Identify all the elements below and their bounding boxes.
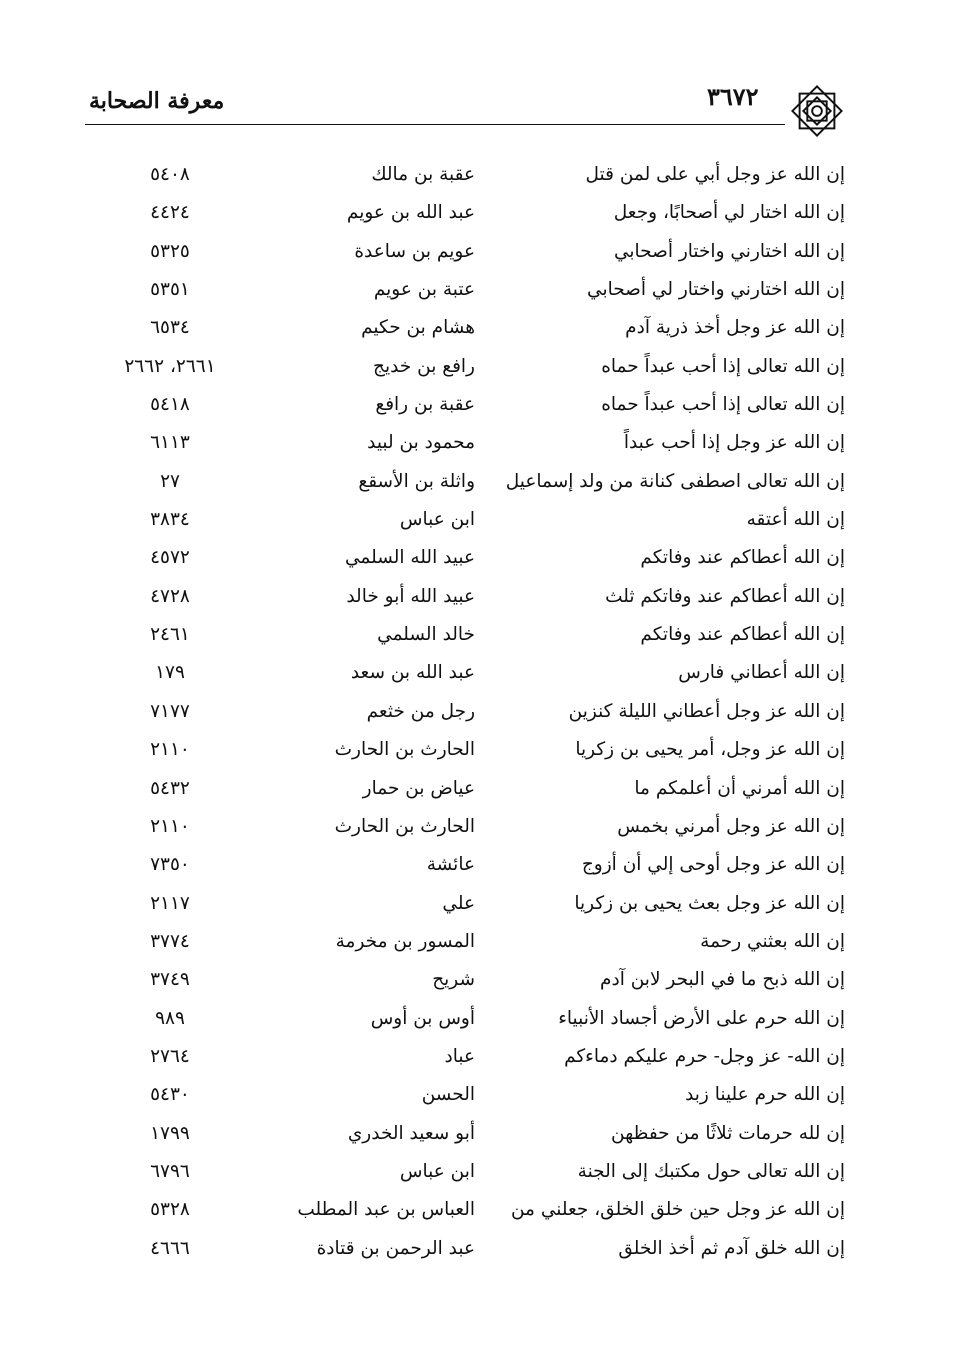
- hadith-text: إن الله أعطاني فارس: [678, 662, 845, 684]
- narrator-name: الحسن: [421, 1084, 475, 1106]
- hadith-text: إن الله عز وجل بعث يحيى بن زكريا: [574, 892, 845, 914]
- narrator-name: عتبة بن عويم: [373, 279, 475, 301]
- reference-number: ٢٧٦٤: [150, 1045, 190, 1067]
- narrator-name: ابن عباس: [399, 1160, 475, 1182]
- hadith-text: إن الله حرم علينا زبد: [685, 1084, 845, 1106]
- index-row: [100, 388, 865, 426]
- index-row: [100, 1078, 865, 1116]
- narrator-name: العباس بن عبد المطلب: [297, 1199, 475, 1221]
- reference-number: ٢٤٦١: [150, 624, 190, 646]
- hadith-text: إن الله أعطاكم عند وفاتكم: [640, 547, 845, 569]
- hadith-text: إن الله اختارني واختار أصحابي: [613, 240, 845, 262]
- index-row: [100, 311, 865, 349]
- index-row: [100, 963, 865, 1001]
- index-row: [100, 1117, 865, 1155]
- narrator-name: واثلة بن الأسقع: [358, 470, 475, 492]
- reference-number: ٤٦٦٦: [150, 1237, 190, 1259]
- narrator-name: الحارث بن الحارث: [334, 815, 475, 837]
- index-row: [100, 656, 865, 694]
- reference-number: ٣٨٣٤: [150, 509, 190, 531]
- hadith-text: إن الله بعثني رحمة: [700, 930, 845, 952]
- reference-number: ٣٧٤٩: [150, 969, 190, 991]
- hadith-text: إن الله تعالى إذا أحب عبداً حماه: [601, 355, 845, 377]
- reference-number: ٥٣٢٥: [150, 240, 190, 262]
- reference-number: ٥٤٠٨: [150, 164, 190, 185]
- reference-number: ٥٣٢٨: [150, 1199, 190, 1221]
- index-row: [100, 733, 865, 771]
- hadith-text: إن الله اختار لي أصحابًا، وجعل: [613, 202, 845, 224]
- narrator-name: الحارث بن الحارث: [334, 739, 475, 761]
- hadith-text: إن الله أمرني أن أعلمكم ما: [634, 777, 845, 799]
- index-row: [100, 887, 865, 925]
- hadith-text: إن الله تعالى اصطفى كنانة من ولد إسماعيل: [505, 470, 845, 492]
- narrator-name: هشام بن حكيم: [361, 317, 475, 339]
- narrator-name: رجل من خثعم: [366, 700, 475, 722]
- narrator-name: علي: [442, 892, 475, 914]
- reference-number: ٥٤١٨: [150, 394, 190, 416]
- narrator-name: أوس بن أوس: [370, 1007, 475, 1029]
- narrator-name: عبد الرحمن بن قتادة: [316, 1237, 475, 1259]
- header-rule: [85, 124, 785, 125]
- reference-number: ٣٧٧٤: [150, 930, 190, 952]
- narrator-name: شريح: [432, 969, 475, 991]
- hadith-index-table: [100, 158, 865, 1270]
- index-row: [100, 772, 865, 810]
- hadith-text: إن الله خلق آدم ثم أخذ الخلق: [618, 1237, 845, 1259]
- reference-number: ٦٥٣٤: [150, 317, 190, 339]
- index-row: [100, 1155, 865, 1193]
- hadith-text: إن الله تعالى إذا أحب عبداً حماه: [601, 394, 845, 416]
- hadith-text: إن الله عز وجل أوحى إلي أن أزوج: [581, 854, 845, 876]
- reference-number: ٩٨٩: [155, 1007, 185, 1029]
- hadith-text: إن الله عز وجل أمرني بخمس: [617, 815, 845, 837]
- index-row: [100, 695, 865, 733]
- hadith-text: إن الله عز وجل أخذ ذرية آدم: [625, 317, 845, 339]
- index-row: [100, 273, 865, 311]
- reference-number: ٤٤٢٤: [150, 202, 190, 224]
- index-row: [100, 925, 865, 963]
- reference-number: ٥٣٥١: [150, 279, 190, 301]
- index-row: [100, 350, 865, 388]
- index-row: [100, 580, 865, 618]
- hadith-text: إن الله عز وجل أبي على لمن قتل: [585, 164, 845, 185]
- reference-number: ٧١٧٧: [150, 700, 190, 722]
- reference-number: ٢٧: [160, 470, 180, 492]
- narrator-name: المسور بن مخرمة: [335, 930, 475, 952]
- reference-number: ١٧٩: [155, 662, 185, 684]
- narrator-name: عائشة: [426, 854, 475, 876]
- reference-number: ٢١١٠: [150, 815, 190, 837]
- narrator-name: عقبة بن رافع: [375, 394, 475, 416]
- book-title: معرفة الصحابة: [89, 88, 225, 114]
- narrator-name: عويم بن ساعدة: [354, 240, 475, 262]
- page-header: [85, 78, 845, 126]
- narrator-name: عبيد الله أبو خالد: [346, 585, 475, 607]
- narrator-name: عبيد الله السلمي: [344, 547, 475, 569]
- narrator-name: أبو سعيد الخدري: [347, 1122, 475, 1144]
- hadith-text: إن الله عز وجل أعطاني الليلة كنزين: [568, 700, 845, 722]
- narrator-name: رافع بن خديج: [373, 355, 475, 377]
- hadith-text: إن الله- عز وجل- حرم عليكم دماءكم: [564, 1045, 845, 1067]
- index-row: [100, 465, 865, 503]
- index-row: [100, 235, 865, 273]
- reference-number: ٥٤٣٠: [150, 1084, 190, 1106]
- hadith-text: إن الله عز وجل، أمر يحيى بن زكريا: [575, 739, 845, 761]
- narrator-name: ابن عباس: [399, 509, 475, 531]
- reference-number: ٧٣٥٠: [150, 854, 190, 876]
- index-row: [100, 196, 865, 234]
- index-row: [100, 503, 865, 541]
- hadith-text: إن الله اختارني واختار لي أصحابي: [587, 279, 845, 301]
- hadith-text: إن الله عز وجل إذا أحب عبداً: [623, 432, 845, 454]
- narrator-name: عياض بن حمار: [362, 777, 475, 799]
- reference-number: ٦١١٣: [150, 432, 190, 454]
- index-row: [100, 618, 865, 656]
- index-row: [100, 426, 865, 464]
- index-row: [100, 848, 865, 886]
- index-row: [100, 158, 865, 196]
- hadith-text: إن الله أعطاكم عند وفاتكم ثلث: [605, 585, 845, 607]
- ornament-icon: [788, 82, 846, 140]
- reference-number: ١٧٩٩: [150, 1122, 190, 1144]
- page-number: ٣٦٧٢: [707, 82, 759, 111]
- hadith-text: إن لله حرمات ثلاثًا من حفظهن: [611, 1122, 845, 1144]
- narrator-name: عبد الله بن سعد: [350, 662, 475, 684]
- index-row: [100, 1040, 865, 1078]
- narrator-name: محمود بن لبيد: [367, 432, 475, 454]
- index-row: [100, 1232, 865, 1270]
- index-row: [100, 541, 865, 579]
- reference-number: ٢١١٧: [150, 892, 190, 914]
- hadith-text: إن الله تعالى حول مكتبك إلى الجنة: [577, 1160, 845, 1182]
- narrator-name: عبد الله بن عويم: [346, 202, 475, 224]
- hadith-text: إن الله أعتقه: [746, 509, 845, 531]
- narrator-name: عقبة بن مالك: [371, 164, 475, 185]
- hadith-text: إن الله عز وجل حين خلق الخلق، جعلني من: [510, 1199, 845, 1221]
- reference-number: ٤٥٧٢: [150, 547, 190, 569]
- index-row: [100, 1002, 865, 1040]
- narrator-name: خالد السلمي: [377, 624, 475, 646]
- reference-number: ٢٦٦١، ٢٦٦٢: [124, 355, 216, 377]
- hadith-text: إن الله أعطاكم عند وفاتكم: [640, 624, 845, 646]
- reference-number: ٦٧٩٦: [150, 1160, 190, 1182]
- reference-number: ٢١١٠: [150, 739, 190, 761]
- narrator-name: عباد: [444, 1045, 475, 1067]
- hadith-text: إن الله حرم على الأرض أجساد الأنبياء: [558, 1007, 845, 1029]
- index-row: [100, 810, 865, 848]
- hadith-text: إن الله ذبح ما في البحر لابن آدم: [600, 969, 845, 991]
- reference-number: ٥٤٣٢: [150, 777, 190, 799]
- index-row: [100, 1193, 865, 1231]
- reference-number: ٤٧٢٨: [150, 585, 190, 607]
